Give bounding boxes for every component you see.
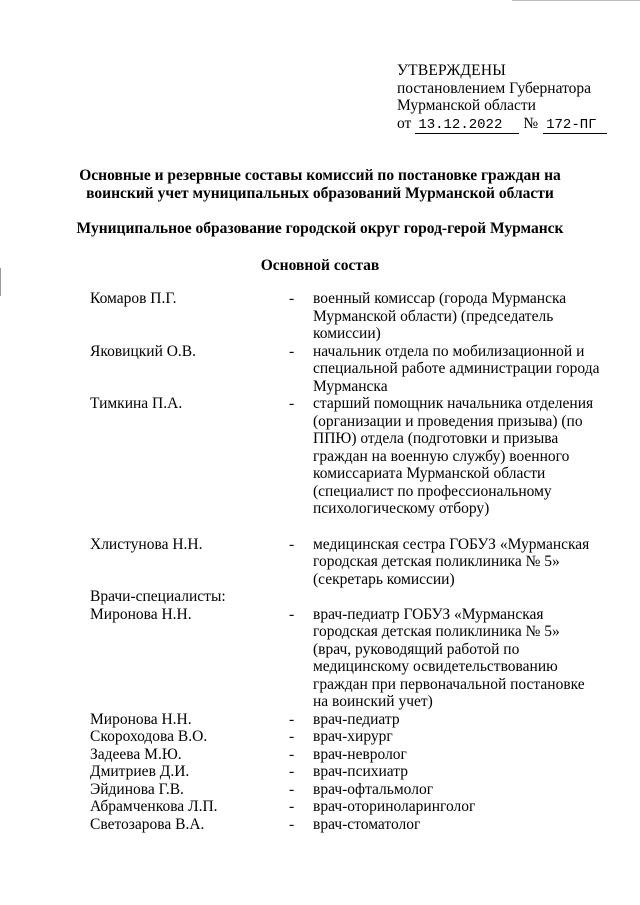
specialist-row (90, 728, 630, 746)
role-line: врач-педиатр ГОБУЗ «Мурманская (313, 605, 544, 623)
municipality-heading: Муниципальное образование городской округ город-герой Мурманск (76, 220, 564, 237)
specialist-name: Миронова Н.Н. (90, 710, 192, 728)
specialist-name: Задеева М.Ю. (90, 745, 182, 763)
role-line: граждан на военную службу) военного (313, 447, 570, 465)
member-name: Яковицкий О.В. (90, 342, 197, 360)
approval-title: УТВЕРЖДЕНЫ (397, 62, 506, 79)
member-dash: - (289, 290, 295, 307)
document-title-line-2: воинский учет муниципальных образований Мурманской области (86, 184, 554, 202)
scan-top-edge (512, 0, 640, 1)
approval-block (397, 62, 627, 134)
number-prefix: № (523, 114, 539, 132)
specialist-dash: - (289, 798, 295, 815)
role-line: городская детская поликлиника № 5» (313, 623, 560, 640)
role-line: Мурманской области) (председатель (313, 307, 554, 325)
role-line: городская детская поликлиника № 5» (313, 553, 560, 570)
specialist-row (90, 763, 630, 781)
member-name: Комаров П.Г. (90, 290, 177, 307)
member-dash: - (289, 535, 295, 553)
composition-heading: Основной состав (260, 257, 380, 274)
specialist-row (90, 781, 630, 799)
role-line: (секретарь комиссии) (313, 570, 455, 588)
specialist-name: Скороходова В.О. (90, 728, 208, 745)
specialist-name: Эйдинова Г.В. (90, 780, 184, 798)
specialist-name: Светозарова В.А. (90, 815, 205, 833)
role-line: граждан при первоначальной постановке (313, 675, 585, 693)
role-line: ППЮ) отдела (подготовки и призыва (313, 430, 559, 447)
document-title-line-1: Основные и резервные составы комиссий по постановке граждан на (79, 167, 561, 184)
specialist-name: Абрамченкова Л.П. (90, 798, 218, 815)
role-line: медицинскому освидетельствованию (313, 658, 558, 675)
role-line: (специалист по профессиональному (313, 482, 552, 500)
specialist-dash: - (289, 763, 295, 780)
member-dash: - (289, 605, 295, 623)
specialist-role: врач-стоматолог (313, 815, 421, 833)
approval-date: 13.12.2022 (415, 118, 519, 134)
role-line: психологическому отбору) (313, 500, 490, 517)
role-line: медицинская сестра ГОБУЗ «Мурманская (313, 535, 590, 553)
member-name: Миронова Н.Н. (90, 605, 192, 623)
member-dash: - (289, 395, 295, 412)
specialist-role: врач-невролог (313, 745, 407, 763)
approval-date-line (397, 115, 627, 134)
specialist-row (90, 798, 630, 816)
approval-line-2: Мурманской области (397, 97, 536, 114)
member-role (313, 606, 613, 711)
specialist-role: врач-оториноларинголог (313, 798, 476, 815)
specialist-row (90, 746, 630, 764)
specialist-dash: - (289, 815, 295, 833)
member-role (313, 290, 613, 343)
role-line: начальник отдела по мобилизационной и (313, 342, 585, 360)
date-prefix: от (397, 114, 412, 132)
specialist-name: Дмитриев Д.И. (90, 763, 190, 780)
member-dash: - (289, 342, 295, 360)
document-title (0, 167, 640, 202)
specialist-row (90, 816, 630, 834)
role-line: военный комиссар (города Мурманска (313, 290, 567, 307)
role-line: комиссии) (313, 325, 381, 342)
role-line: комиссариата Мурманской области (313, 465, 546, 482)
member-name: Тимкина П.А. (90, 395, 183, 412)
lead-doctor-row (90, 606, 630, 711)
member-row (90, 290, 630, 343)
specialist-dash: - (289, 710, 295, 728)
role-line: (организации и проведения призыва) (по (313, 412, 583, 430)
role-line: (врач, руководящий работой по (313, 640, 520, 658)
specialist-row (90, 711, 630, 729)
member-role (313, 536, 613, 589)
role-line: на воинский учет) (313, 693, 433, 710)
specialist-dash: - (289, 728, 295, 745)
approval-line-1: постановлением Губернатора (397, 79, 592, 97)
approval-number: 172-ПГ (543, 118, 607, 134)
role-line: специальной работе администрации города (313, 360, 600, 377)
member-name: Хлистунова Н.Н. (90, 535, 203, 553)
member-row (90, 343, 630, 396)
specialists-label: Врачи-специалисты: (90, 588, 226, 605)
member-row (90, 395, 630, 518)
role-line: Мурманска (313, 377, 388, 395)
member-row (90, 536, 630, 589)
specialist-role: врач-психиатр (313, 763, 408, 780)
specialist-role: врач-офтальмолог (313, 780, 434, 798)
specialist-dash: - (289, 745, 295, 763)
specialist-role: врач-педиатр (313, 710, 400, 728)
member-role (313, 395, 613, 518)
commission-members (90, 290, 630, 833)
role-line: старший помощник начальника отделения (313, 395, 594, 412)
specialist-dash: - (289, 780, 295, 798)
specialist-role: врач-хирург (313, 728, 393, 745)
member-role (313, 343, 613, 396)
